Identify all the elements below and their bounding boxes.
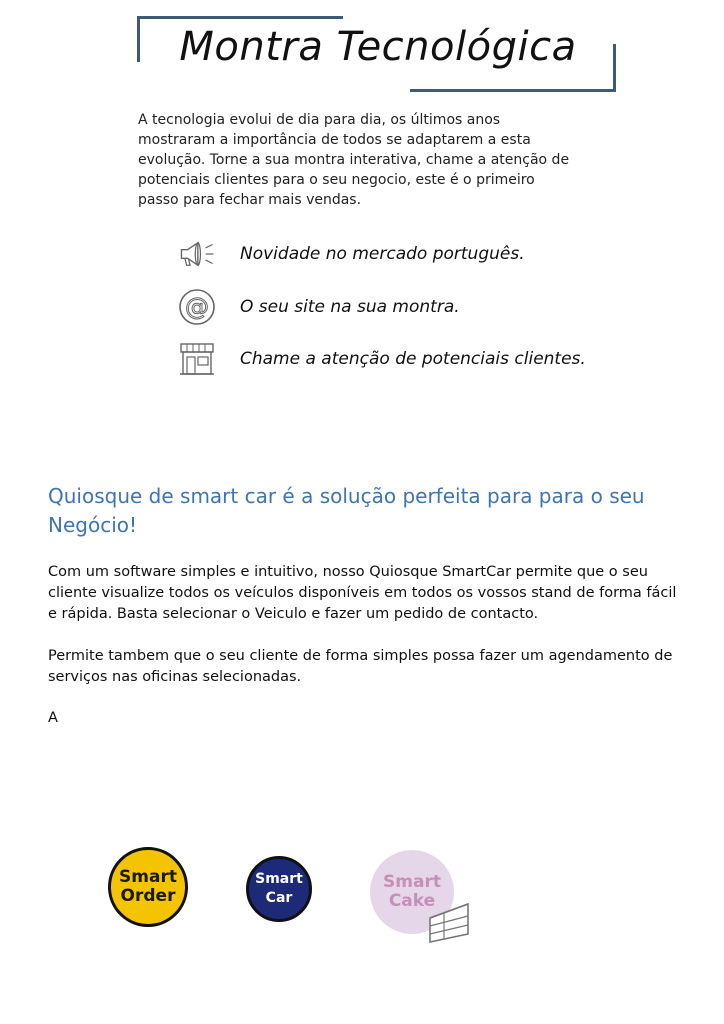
cake-slice-icon: [428, 898, 472, 949]
smart-car-line2: Car: [265, 890, 293, 906]
page-title: Montra Tecnológica: [179, 24, 577, 70]
title-frame-bottom-right-h: [410, 89, 616, 92]
feature-item-3: [178, 340, 586, 378]
feature-text-2: O seu site na sua montra.: [240, 297, 460, 317]
section-paragraph-3: A: [48, 710, 58, 726]
feature-item-2: [178, 288, 460, 326]
smart-cake-line1: Smart: [383, 872, 441, 892]
megaphone-icon: [178, 235, 216, 273]
smart-order-line1: Smart: [119, 867, 177, 887]
svg-text:@: @: [185, 293, 209, 321]
storefront-icon: [178, 340, 216, 378]
section-paragraph-1: Com um software simples e intuitivo, nosso Quiosque SmartCar permite que o seu cliente visualize todos os veículos disponíveis em todos os vossos stand de forma fácil e rápida. Basta selecionar o Veiculo e fazer um pedido de contacto.: [48, 564, 677, 622]
feature-text-3: Chame a atenção de potenciais clientes.: [240, 349, 586, 369]
smart-cake-line2: Cake: [388, 891, 436, 911]
smart-car-logo: [246, 856, 312, 922]
title-frame-top-left-h: [137, 16, 343, 19]
section-heading: Quiosque de smart car é a solução perfeita para para o seu Negócio!: [48, 484, 645, 537]
feature-text-1: Novidade no mercado português.: [240, 244, 525, 264]
smart-order-logo: [108, 847, 188, 927]
feature-item-1: [178, 235, 525, 273]
section-paragraph-2: Permite tambem que o seu cliente de forma simples possa fazer um agendamento de serviços nas oficinas selecionadas.: [48, 648, 673, 685]
smart-order-line2: Order: [120, 886, 176, 906]
intro-paragraph: A tecnologia evolui de dia para dia, os últimos anos mostraram a importância de todos se adaptarem a esta evolução. Torne a sua montra interativa, chame a atenção de potenciais clientes para o seu negocio, este é o primeiro passo para fechar mais vendas.: [138, 112, 570, 208]
smart-car-line1: Smart: [255, 871, 303, 887]
at-sign-icon: [178, 288, 216, 326]
